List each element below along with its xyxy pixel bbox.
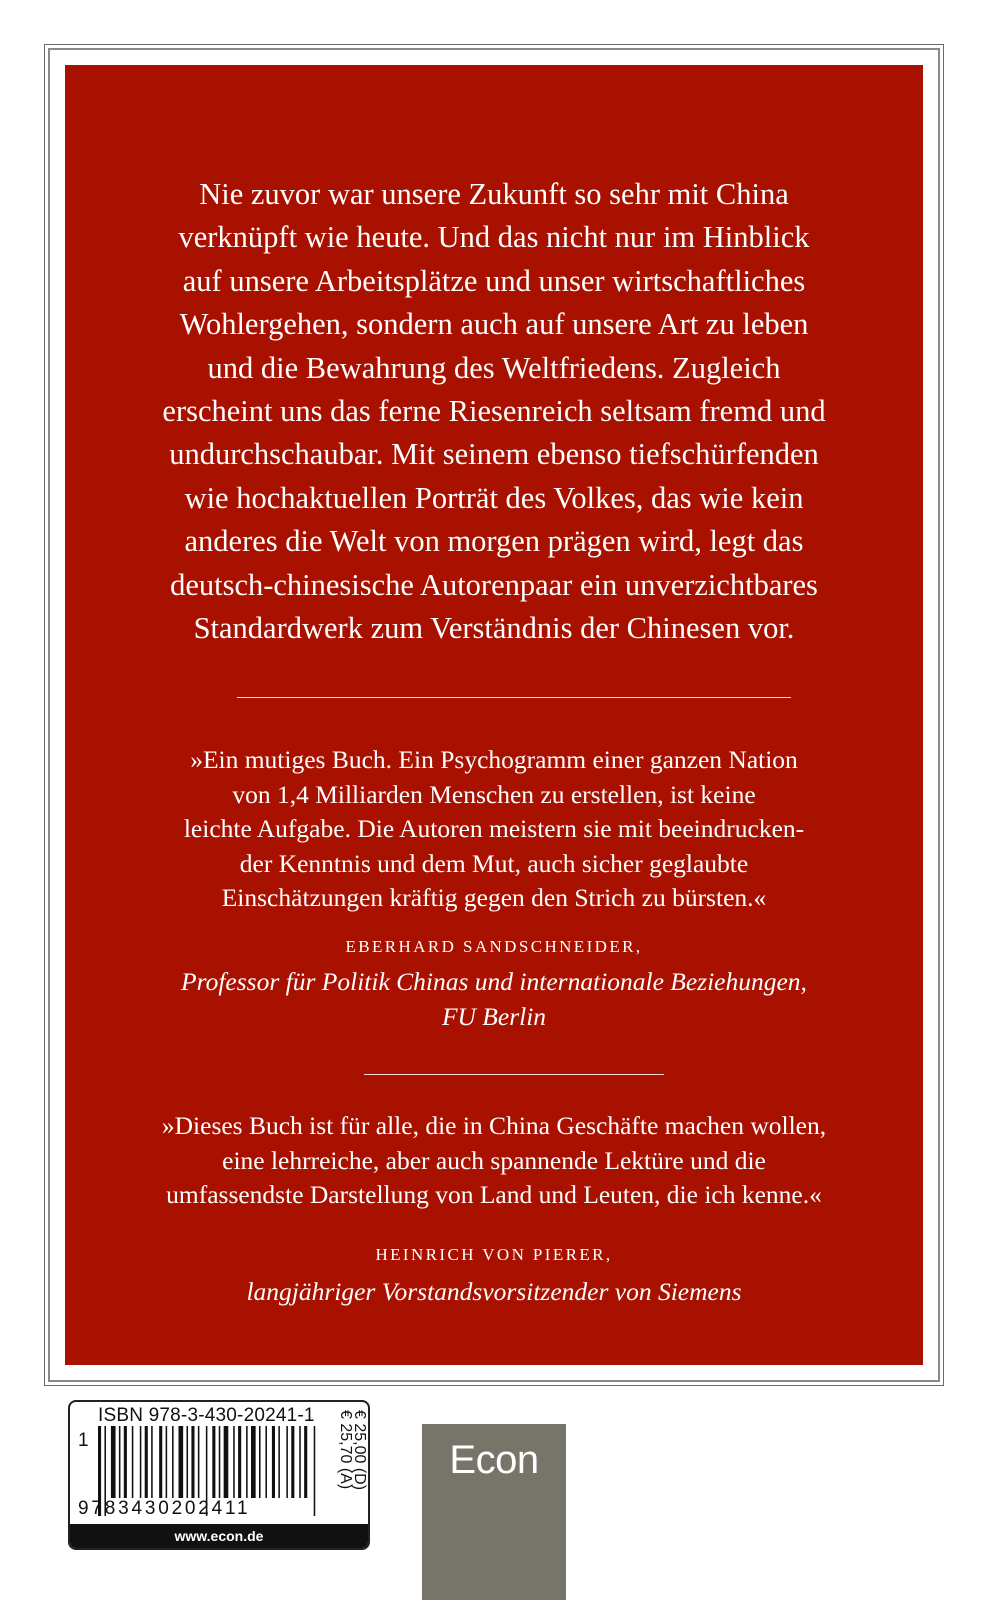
price-germany: € 25,00 (D) bbox=[351, 1410, 368, 1491]
publisher-website: www.econ.de bbox=[70, 1524, 368, 1548]
barcode-lead-digit: 1 bbox=[78, 1430, 89, 1451]
quote-author-role: langjähriger Vorstandsvorsitzender von Siemens bbox=[246, 1277, 742, 1306]
barcode-bar bbox=[251, 1426, 256, 1498]
barcode-bar bbox=[132, 1426, 134, 1498]
barcode-bar bbox=[145, 1426, 148, 1498]
barcode-bar bbox=[304, 1426, 307, 1498]
econ-logo: Econ bbox=[422, 1424, 566, 1600]
barcode-bar bbox=[172, 1426, 174, 1498]
barcode-bar bbox=[291, 1426, 294, 1498]
isbn-number: ISBN 978-3-430-20241-1 bbox=[98, 1405, 315, 1426]
quote-author-role: Professor für Politik Chinas und internationale Beziehungen, FU Berlin bbox=[181, 967, 807, 1031]
barcode-bar bbox=[265, 1426, 267, 1498]
barcode-bar bbox=[140, 1426, 142, 1498]
isbn-barcode bbox=[68, 1400, 370, 1550]
barcode-bar bbox=[238, 1426, 241, 1498]
barcode-bar bbox=[151, 1426, 153, 1498]
quote-author: HEINRICH VON PIERER, bbox=[375, 1245, 613, 1264]
barcode-bar bbox=[299, 1426, 301, 1498]
quote-pierer: »Dieses Buch ist für alle, die in China Geschäfte machen wollen, eine lehrreiche, aber auch spannende Lektüre und die umfassendste Darstellung von Land und Leuten, die ich kenne.« bbox=[161, 1111, 827, 1210]
barcode-bar bbox=[159, 1426, 162, 1498]
barcode-bar bbox=[233, 1426, 235, 1498]
barcode-bar bbox=[111, 1426, 116, 1498]
barcode-bar bbox=[187, 1426, 189, 1498]
barcode-bar bbox=[246, 1426, 248, 1498]
barcode-bar bbox=[259, 1426, 261, 1498]
blurb-text: Nie zuvor war unsere Zukunft so sehr mit China verknüpft wie heute. Und das nicht nur im Hinblick auf unsere Arbeitsplätze und unser wirtschaftliches Wohlergehen, sondern auch auf unsere Art zu leben und die Bewahrung des Weltfriedens. Zugleich erscheint uns das ferne Riesenreich seltsam fremd und undurchschaubar. Mit seinem ebenso tiefschürfenden wie hochaktuellen Porträt des Volkes, das wie kein anderes die Welt von morgen prägen wird, legt das deutsch-chinesische Autorenpaar ein unverzichtbares Standardwerk zum Verständnis der Chinesen vor. bbox=[162, 177, 826, 646]
barcode-bar bbox=[286, 1426, 288, 1498]
quote-author: EBERHARD SANDSCHNEIDER, bbox=[345, 937, 643, 956]
barcode-bar bbox=[219, 1426, 221, 1498]
barcode-bar bbox=[212, 1426, 215, 1498]
cover-frame bbox=[44, 44, 944, 1386]
barcode-bar bbox=[314, 1426, 316, 1516]
quote-sandschneider: »Ein mutiges Buch. Ein Psychogramm einer ganzen Nation von 1,4 Milliarden Menschen zu erstellen, ist keine leichte Aufgabe. Die Autoren meistern sie mit beeindrucken- der Kenntnis und dem Mut, auch sicher geglaubte Einschätzungen kräftig gegen den Strich zu bürsten.« bbox=[183, 745, 805, 913]
ean-digits: 9783430202411 bbox=[78, 1498, 251, 1519]
divider-line bbox=[237, 697, 791, 698]
barcode-bar bbox=[166, 1426, 168, 1498]
barcode-bar bbox=[119, 1426, 121, 1498]
barcode-bar bbox=[272, 1426, 275, 1498]
divider-line-short bbox=[364, 1074, 664, 1075]
barcode-bar bbox=[179, 1426, 184, 1498]
barcode-bar bbox=[124, 1426, 127, 1498]
price-austria: € 25,70 (A) bbox=[337, 1410, 354, 1490]
barcode-bar bbox=[224, 1426, 229, 1498]
barcode-bar bbox=[278, 1426, 280, 1498]
red-panel bbox=[65, 65, 923, 1365]
barcode-bar bbox=[191, 1426, 194, 1498]
price-label bbox=[338, 1410, 366, 1510]
barcode-bar bbox=[198, 1426, 200, 1498]
